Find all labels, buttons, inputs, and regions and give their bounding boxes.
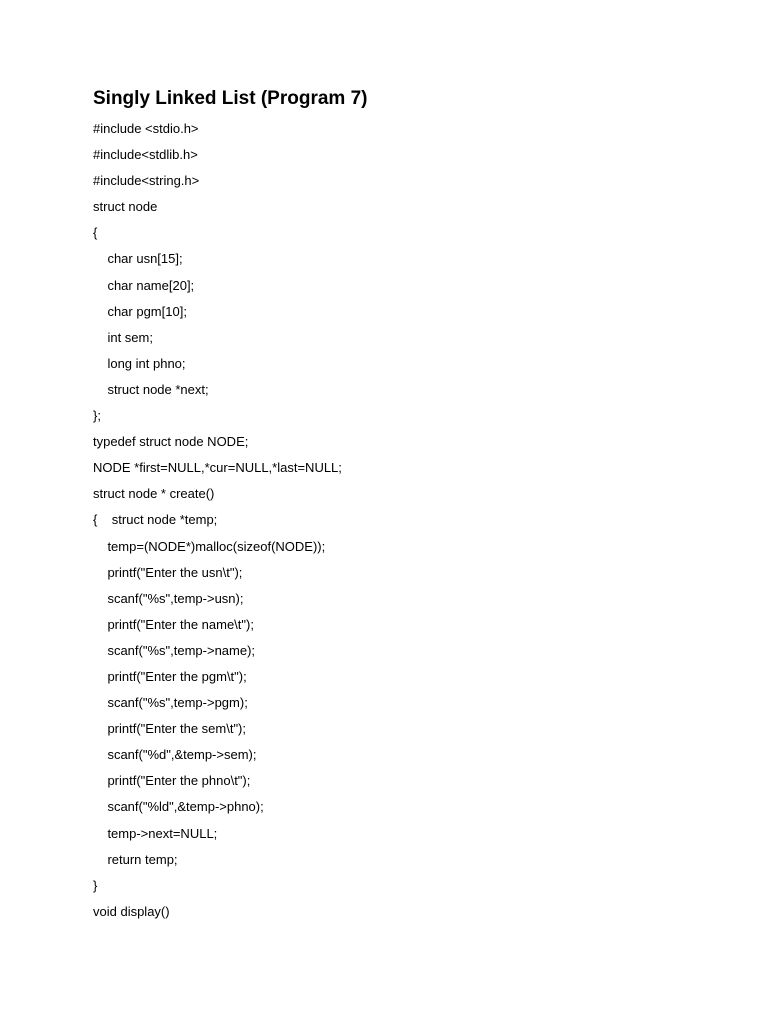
code-line: char usn[15];	[93, 251, 183, 267]
code-line: temp=(NODE*)malloc(sizeof(NODE));	[93, 538, 326, 554]
code-line: typedef struct node NODE;	[93, 434, 249, 450]
code-line: };	[93, 408, 101, 424]
code-line: int sem;	[93, 329, 153, 345]
code-line: #include<stdlib.h>	[93, 147, 198, 163]
code-line: struct node *next;	[93, 381, 209, 397]
code-line: scanf("%s",temp->name);	[93, 642, 256, 658]
code-line: printf("Enter the phno\t");	[93, 773, 251, 789]
code-line: scanf("%s",temp->usn);	[93, 590, 244, 606]
code-line: char name[20];	[93, 277, 195, 293]
code-line: printf("Enter the name\t");	[93, 616, 254, 632]
code-line: void display()	[93, 903, 170, 919]
code-line: printf("Enter the usn\t");	[93, 564, 243, 580]
code-line: char pgm[10];	[93, 303, 187, 319]
code-line: printf("Enter the pgm\t");	[93, 668, 247, 684]
code-line: struct node	[93, 199, 158, 215]
code-line: {	[93, 225, 98, 241]
code-line: return temp;	[93, 851, 178, 867]
code-line: temp->next=NULL;	[93, 825, 218, 841]
code-line: #include<string.h>	[93, 173, 200, 189]
code-line: scanf("%s",temp->pgm);	[93, 695, 248, 711]
code-line: scanf("%d",&temp->sem);	[93, 747, 257, 763]
document-title: Singly Linked List (Program 7)	[93, 88, 368, 109]
code-line: }	[93, 877, 98, 893]
code-line: { struct node *temp;	[93, 512, 218, 528]
code-line: NODE *first=NULL,*cur=NULL,*last=NULL;	[93, 460, 342, 476]
code-line: scanf("%ld",&temp->phno);	[93, 799, 264, 815]
code-line: #include <stdio.h>	[93, 121, 199, 136]
code-line: struct node * create()	[93, 486, 215, 502]
code-line: long int phno;	[93, 355, 186, 371]
code-line: printf("Enter the sem\t");	[93, 721, 246, 737]
code-listing	[93, 118, 342, 927]
